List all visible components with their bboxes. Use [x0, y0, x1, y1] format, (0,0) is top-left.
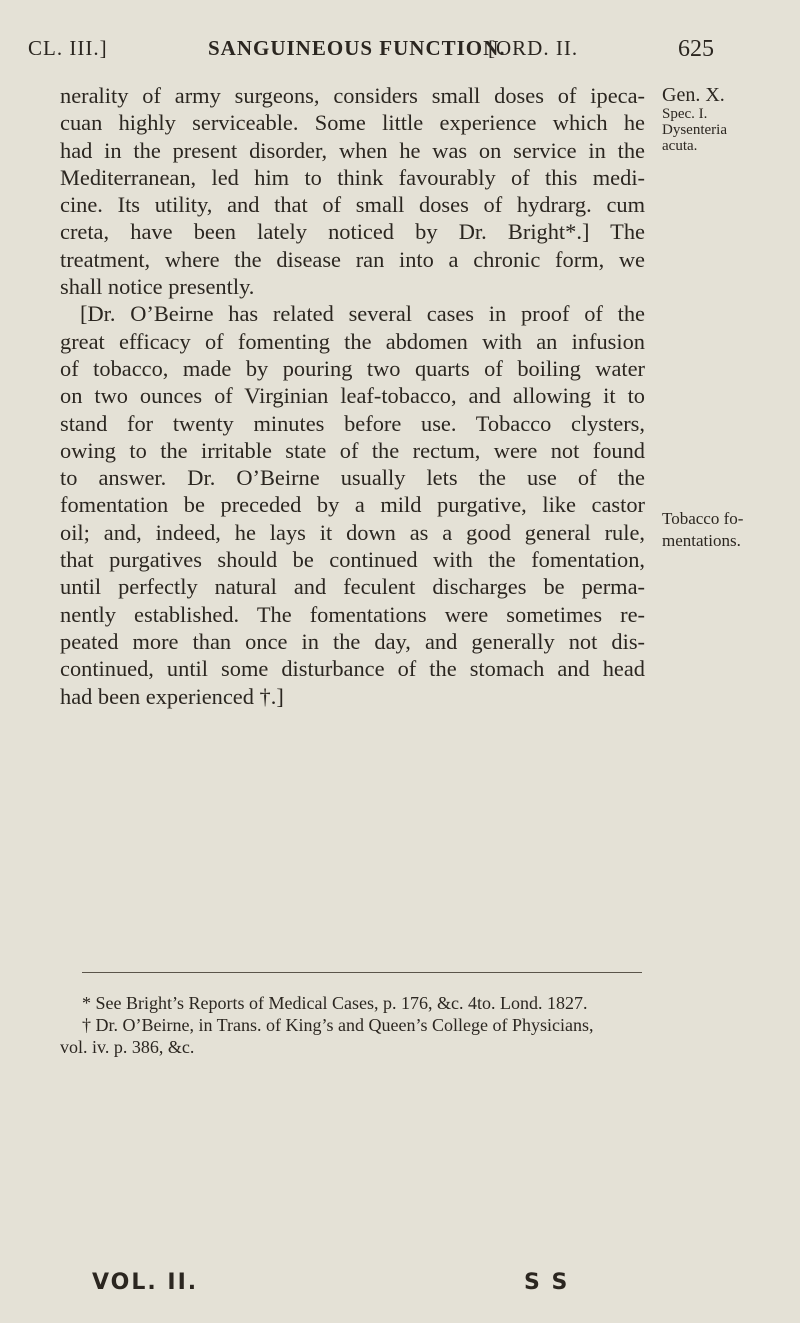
footnote-continuation: vol. iv. p. 386, &c. — [60, 1037, 195, 1057]
text-line: cine. Its utility, and that of small doses of hydrarg. cum — [60, 192, 645, 218]
text-line: fomentation be preceded by a mild purgative, like castor — [60, 492, 645, 518]
disease-qualifier: acuta. — [662, 138, 698, 154]
text-line: until perfectly natural and feculent discharges be perma- — [60, 574, 645, 600]
margin-note-classification — [662, 84, 727, 154]
text-line: [Dr. O’Beirne has related several cases in proof of the — [80, 301, 645, 327]
margin-note-line: mentations. — [662, 531, 741, 550]
text-line: shall notice presently. — [60, 274, 255, 300]
text-line: oil; and, indeed, he lays it down as a good general rule, — [60, 519, 645, 545]
text-line: owing to the irritable state of the rectum, were not found — [60, 437, 645, 463]
page-number: 625 — [678, 36, 714, 62]
genus-label: Gen. X. — [662, 84, 725, 106]
text-line: cuan highly serviceable. Some little experience which he — [60, 110, 645, 136]
footnote-divider — [82, 972, 642, 973]
disease-name: Dysenteria — [662, 122, 727, 138]
margin-note-line: Tobacco fo- — [662, 509, 744, 528]
running-title: SANGUINEOUS FUNCTION. — [208, 36, 506, 60]
text-line: had in the present disorder, when he was on service in the — [60, 137, 645, 163]
text-line: stand for twenty minutes before use. Tobacco clysters, — [60, 410, 645, 436]
order-label: [ORD. II. — [488, 36, 579, 60]
text-line: treatment, where the disease ran into a chronic form, we — [60, 246, 645, 272]
volume-label: VOL. II. — [92, 1270, 199, 1295]
running-header — [28, 36, 773, 66]
text-line: nently established. The fomentations were sometimes re- — [60, 601, 645, 627]
text-line: had been experienced †.] — [60, 683, 284, 709]
text-line: peated more than once in the day, and generally not dis- — [60, 628, 645, 654]
footnote: † Dr. O’Beirne, in Trans. of King’s and Queen’s College of Physicians, — [82, 1015, 594, 1035]
text-line: that purgatives should be continued with the fomentation, — [60, 547, 645, 573]
text-line: nerality of army surgeons, considers small doses of ipeca- — [60, 83, 645, 108]
signature-mark: S S — [524, 1270, 570, 1295]
footnotes — [60, 992, 645, 1058]
footnote: * See Bright’s Reports of Medical Cases, p. 176, &c. 4to. Lond. 1827. — [82, 993, 588, 1013]
text-line: continued, until some disturbance of the stomach and head — [60, 656, 645, 682]
page-footer — [92, 1270, 652, 1300]
main-text — [60, 82, 645, 710]
species-label: Spec. I. — [662, 106, 708, 122]
text-line: Mediterranean, led him to think favourably of this medi- — [60, 164, 645, 190]
text-line: of tobacco, made by pouring two quarts of boiling water — [60, 355, 645, 381]
text-line: great efficacy of fomenting the abdomen with an infusion — [60, 328, 645, 354]
chapter-label: CL. III.] — [28, 36, 108, 60]
text-line: creta, have been lately noticed by Dr. Bright*.] The — [60, 219, 645, 245]
margin-note-tobacco — [662, 508, 743, 552]
text-line: to answer. Dr. O’Beirne usually lets the use of the — [60, 465, 645, 491]
text-line: on two ounces of Virginian leaf-tobacco, and allowing it to — [60, 383, 645, 409]
